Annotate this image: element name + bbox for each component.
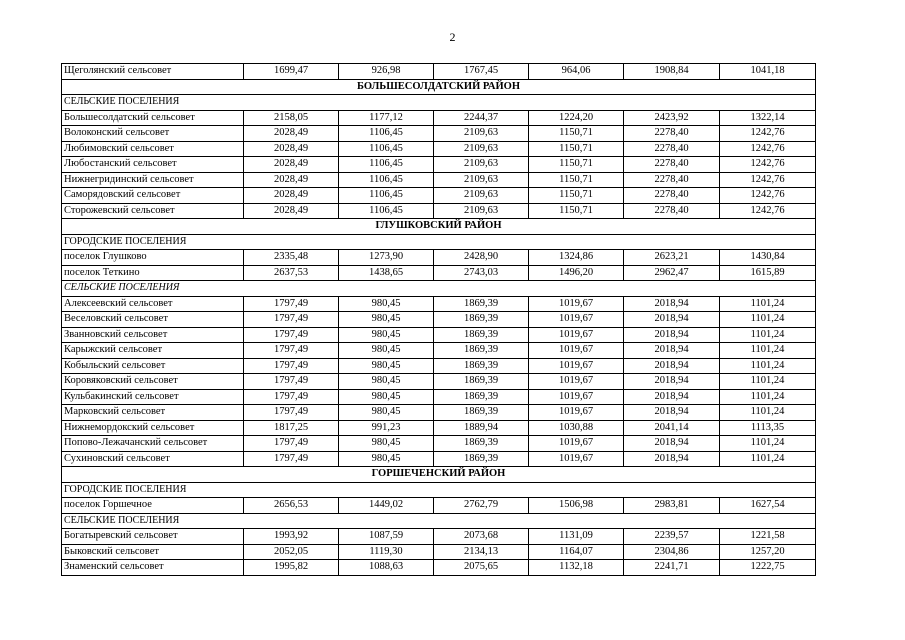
- value-cell-6: 1242,76: [720, 126, 816, 142]
- value-cell-4: 1019,67: [529, 343, 624, 359]
- value-cell-6: 1101,24: [720, 451, 816, 467]
- value-cell-1: 1797,49: [244, 296, 339, 312]
- value-cell-6: 1113,35: [720, 420, 816, 436]
- value-cell-6: 1101,24: [720, 374, 816, 390]
- value-cell-3: 2109,63: [434, 172, 529, 188]
- value-cell-2: 1449,02: [339, 498, 434, 514]
- value-cell-1: 2028,49: [244, 188, 339, 204]
- value-cell-1: 2158,05: [244, 110, 339, 126]
- value-cell-5: 2018,94: [624, 405, 720, 421]
- table-body: [62, 64, 816, 576]
- table-row: [62, 64, 816, 80]
- value-cell-4: 1019,67: [529, 451, 624, 467]
- section-header-row: [62, 95, 816, 111]
- value-cell-1: 1817,25: [244, 420, 339, 436]
- value-cell-5: 2018,94: [624, 296, 720, 312]
- value-cell-4: 1019,67: [529, 436, 624, 452]
- value-cell-1: 1797,49: [244, 389, 339, 405]
- value-cell-3: 1869,39: [434, 343, 529, 359]
- value-cell-2: 980,45: [339, 451, 434, 467]
- value-cell-2: 1273,90: [339, 250, 434, 266]
- value-cell-3: 1869,39: [434, 374, 529, 390]
- table-row: [62, 498, 816, 514]
- table-row: [62, 296, 816, 312]
- value-cell-1: 1797,49: [244, 436, 339, 452]
- settlement-name: Быковский сельсовет: [62, 544, 244, 560]
- value-cell-4: 1496,20: [529, 265, 624, 281]
- value-cell-1: 2028,49: [244, 157, 339, 173]
- section-title: ГОРОДСКИЕ ПОСЕЛЕНИЯ: [62, 234, 816, 250]
- value-cell-3: 1869,39: [434, 405, 529, 421]
- table-row: [62, 420, 816, 436]
- section-title: СЕЛЬСКИЕ ПОСЕЛЕНИЯ: [62, 281, 816, 297]
- value-cell-6: 1101,24: [720, 327, 816, 343]
- value-cell-1: 2028,49: [244, 172, 339, 188]
- settlement-name: Алексеевский сельсовет: [62, 296, 244, 312]
- value-cell-4: 1150,71: [529, 126, 624, 142]
- value-cell-3: 1869,39: [434, 451, 529, 467]
- value-cell-5: 2278,40: [624, 203, 720, 219]
- value-cell-2: 980,45: [339, 327, 434, 343]
- value-cell-6: 1242,76: [720, 188, 816, 204]
- district-title: ГОРШЕЧЕНСКИЙ РАЙОН: [62, 467, 816, 483]
- section-header-row: [62, 482, 816, 498]
- value-cell-1: 1797,49: [244, 405, 339, 421]
- value-cell-5: 2041,14: [624, 420, 720, 436]
- table-row: [62, 405, 816, 421]
- value-cell-6: 1430,84: [720, 250, 816, 266]
- district-header-row: [62, 467, 816, 483]
- section-header-row: [62, 513, 816, 529]
- value-cell-5: 2018,94: [624, 358, 720, 374]
- value-cell-1: 2028,49: [244, 141, 339, 157]
- table-row: [62, 312, 816, 328]
- value-cell-5: 2278,40: [624, 126, 720, 142]
- value-cell-5: 2278,40: [624, 157, 720, 173]
- settlement-name: Саморядовский сельсовет: [62, 188, 244, 204]
- settlement-name: Любостанский сельсовет: [62, 157, 244, 173]
- table-row: [62, 327, 816, 343]
- value-cell-5: 2018,94: [624, 451, 720, 467]
- value-cell-2: 980,45: [339, 312, 434, 328]
- value-cell-4: 1150,71: [529, 141, 624, 157]
- value-cell-1: 2335,48: [244, 250, 339, 266]
- value-cell-4: 1132,18: [529, 560, 624, 576]
- table-row: [62, 250, 816, 266]
- value-cell-2: 1106,45: [339, 141, 434, 157]
- value-cell-2: 1106,45: [339, 126, 434, 142]
- value-cell-6: 1101,24: [720, 358, 816, 374]
- value-cell-4: 1131,09: [529, 529, 624, 545]
- value-cell-6: 1242,76: [720, 141, 816, 157]
- district-header-row: [62, 79, 816, 95]
- value-cell-6: 1242,76: [720, 172, 816, 188]
- section-header-row: [62, 281, 816, 297]
- table-row: [62, 544, 816, 560]
- value-cell-6: 1101,24: [720, 296, 816, 312]
- value-cell-6: 1101,24: [720, 343, 816, 359]
- value-cell-1: 2637,53: [244, 265, 339, 281]
- value-cell-2: 980,45: [339, 343, 434, 359]
- settlement-name: Волоконский сельсовет: [62, 126, 244, 142]
- table-row: [62, 126, 816, 142]
- value-cell-5: 2304,86: [624, 544, 720, 560]
- value-cell-3: 1869,39: [434, 389, 529, 405]
- value-cell-3: 2743,03: [434, 265, 529, 281]
- value-cell-1: 1699,47: [244, 64, 339, 80]
- value-cell-6: 1222,75: [720, 560, 816, 576]
- settlement-name: Большесолдатский сельсовет: [62, 110, 244, 126]
- value-cell-6: 1221,58: [720, 529, 816, 545]
- value-cell-5: 2241,71: [624, 560, 720, 576]
- value-cell-5: 2278,40: [624, 188, 720, 204]
- value-cell-3: 2109,63: [434, 126, 529, 142]
- value-cell-4: 964,06: [529, 64, 624, 80]
- value-cell-2: 980,45: [339, 389, 434, 405]
- table-row: [62, 389, 816, 405]
- table-row: [62, 343, 816, 359]
- value-cell-1: 1993,92: [244, 529, 339, 545]
- settlement-name: Попово-Лежачанский сельсовет: [62, 436, 244, 452]
- table-row: [62, 157, 816, 173]
- settlement-name: Знаменский сельсовет: [62, 560, 244, 576]
- table-row: [62, 358, 816, 374]
- district-header-row: [62, 219, 816, 235]
- value-cell-1: 2656,53: [244, 498, 339, 514]
- settlement-name: Щеголянский сельсовет: [62, 64, 244, 80]
- value-cell-3: 1869,39: [434, 296, 529, 312]
- value-cell-2: 1088,63: [339, 560, 434, 576]
- value-cell-2: 991,23: [339, 420, 434, 436]
- value-cell-5: 2239,57: [624, 529, 720, 545]
- value-cell-3: 1869,39: [434, 312, 529, 328]
- settlement-name: Любимовский сельсовет: [62, 141, 244, 157]
- table-row: [62, 265, 816, 281]
- value-cell-3: 2428,90: [434, 250, 529, 266]
- value-cell-1: 1797,49: [244, 312, 339, 328]
- value-cell-3: 2109,63: [434, 188, 529, 204]
- value-cell-6: 1101,24: [720, 436, 816, 452]
- value-cell-1: 1797,49: [244, 374, 339, 390]
- value-cell-2: 980,45: [339, 374, 434, 390]
- value-cell-2: 980,45: [339, 405, 434, 421]
- value-cell-3: 2244,37: [434, 110, 529, 126]
- settlement-name: Кульбакинский сельсовет: [62, 389, 244, 405]
- value-cell-5: 2018,94: [624, 343, 720, 359]
- value-cell-5: 2278,40: [624, 141, 720, 157]
- value-cell-3: 1869,39: [434, 327, 529, 343]
- value-cell-3: 1869,39: [434, 358, 529, 374]
- value-cell-1: 1995,82: [244, 560, 339, 576]
- settlement-name: Нижнегридинский сельсовет: [62, 172, 244, 188]
- value-cell-3: 2075,65: [434, 560, 529, 576]
- table-row: [62, 374, 816, 390]
- settlement-name: поселок Глушково: [62, 250, 244, 266]
- settlement-name: Коровяковский сельсовет: [62, 374, 244, 390]
- settlement-name: Веселовский сельсовет: [62, 312, 244, 328]
- value-cell-4: 1019,67: [529, 312, 624, 328]
- value-cell-3: 1767,45: [434, 64, 529, 80]
- tariff-table: [61, 63, 816, 576]
- value-cell-3: 1889,94: [434, 420, 529, 436]
- table-row: [62, 529, 816, 545]
- value-cell-1: 2028,49: [244, 126, 339, 142]
- value-cell-3: 2073,68: [434, 529, 529, 545]
- value-cell-2: 1106,45: [339, 172, 434, 188]
- value-cell-2: 980,45: [339, 358, 434, 374]
- value-cell-5: 2962,47: [624, 265, 720, 281]
- value-cell-2: 1106,45: [339, 188, 434, 204]
- value-cell-4: 1150,71: [529, 172, 624, 188]
- value-cell-6: 1101,24: [720, 312, 816, 328]
- section-title: СЕЛЬСКИЕ ПОСЕЛЕНИЯ: [62, 95, 816, 111]
- district-title: БОЛЬШЕСОЛДАТСКИЙ РАЙОН: [62, 79, 816, 95]
- table-row: [62, 436, 816, 452]
- value-cell-3: 2109,63: [434, 141, 529, 157]
- value-cell-1: 1797,49: [244, 358, 339, 374]
- value-cell-2: 1438,65: [339, 265, 434, 281]
- value-cell-6: 1041,18: [720, 64, 816, 80]
- value-cell-6: 1101,24: [720, 389, 816, 405]
- value-cell-4: 1019,67: [529, 405, 624, 421]
- value-cell-6: 1627,54: [720, 498, 816, 514]
- value-cell-6: 1101,24: [720, 405, 816, 421]
- table-row: [62, 172, 816, 188]
- value-cell-2: 1106,45: [339, 157, 434, 173]
- value-cell-4: 1019,67: [529, 389, 624, 405]
- value-cell-1: 1797,49: [244, 451, 339, 467]
- settlement-name: поселок Теткино: [62, 265, 244, 281]
- settlement-name: Карыжский сельсовет: [62, 343, 244, 359]
- district-title: ГЛУШКОВСКИЙ РАЙОН: [62, 219, 816, 235]
- value-cell-5: 2278,40: [624, 172, 720, 188]
- value-cell-5: 1908,84: [624, 64, 720, 80]
- value-cell-6: 1242,76: [720, 203, 816, 219]
- value-cell-1: 1797,49: [244, 327, 339, 343]
- value-cell-4: 1324,86: [529, 250, 624, 266]
- value-cell-6: 1615,89: [720, 265, 816, 281]
- value-cell-4: 1506,98: [529, 498, 624, 514]
- value-cell-3: 2134,13: [434, 544, 529, 560]
- table-row: [62, 560, 816, 576]
- value-cell-2: 1106,45: [339, 203, 434, 219]
- value-cell-2: 1119,30: [339, 544, 434, 560]
- value-cell-2: 980,45: [339, 296, 434, 312]
- value-cell-2: 926,98: [339, 64, 434, 80]
- value-cell-4: 1019,67: [529, 327, 624, 343]
- value-cell-4: 1150,71: [529, 157, 624, 173]
- value-cell-3: 1869,39: [434, 436, 529, 452]
- value-cell-3: 2109,63: [434, 157, 529, 173]
- settlement-name: Званновский сельсовет: [62, 327, 244, 343]
- settlement-name: Кобыльский сельсовет: [62, 358, 244, 374]
- value-cell-4: 1030,88: [529, 420, 624, 436]
- settlement-name: поселок Горшечное: [62, 498, 244, 514]
- settlement-name: Сторожевский сельсовет: [62, 203, 244, 219]
- settlement-name: Богатыревский сельсовет: [62, 529, 244, 545]
- value-cell-5: 2983,81: [624, 498, 720, 514]
- value-cell-4: 1150,71: [529, 188, 624, 204]
- table-row: [62, 203, 816, 219]
- value-cell-5: 2018,94: [624, 374, 720, 390]
- value-cell-6: 1257,20: [720, 544, 816, 560]
- page-number: 2: [449, 30, 456, 44]
- value-cell-4: 1019,67: [529, 374, 624, 390]
- value-cell-5: 2018,94: [624, 312, 720, 328]
- settlement-name: Марковский сельсовет: [62, 405, 244, 421]
- section-title: СЕЛЬСКИЕ ПОСЕЛЕНИЯ: [62, 513, 816, 529]
- settlement-name: Сухиновский сельсовет: [62, 451, 244, 467]
- value-cell-2: 1087,59: [339, 529, 434, 545]
- table-row: [62, 141, 816, 157]
- value-cell-4: 1019,67: [529, 296, 624, 312]
- value-cell-3: 2109,63: [434, 203, 529, 219]
- value-cell-4: 1150,71: [529, 203, 624, 219]
- value-cell-1: 2052,05: [244, 544, 339, 560]
- table-row: [62, 110, 816, 126]
- value-cell-2: 1177,12: [339, 110, 434, 126]
- value-cell-6: 1322,14: [720, 110, 816, 126]
- value-cell-5: 2018,94: [624, 389, 720, 405]
- table-row: [62, 188, 816, 204]
- value-cell-3: 2762,79: [434, 498, 529, 514]
- table-row: [62, 451, 816, 467]
- value-cell-5: 2018,94: [624, 436, 720, 452]
- value-cell-1: 1797,49: [244, 343, 339, 359]
- value-cell-5: 2018,94: [624, 327, 720, 343]
- value-cell-2: 980,45: [339, 436, 434, 452]
- section-header-row: [62, 234, 816, 250]
- value-cell-5: 2423,92: [624, 110, 720, 126]
- value-cell-4: 1224,20: [529, 110, 624, 126]
- settlement-name: Нижнемордокский сельсовет: [62, 420, 244, 436]
- section-title: ГОРОДСКИЕ ПОСЕЛЕНИЯ: [62, 482, 816, 498]
- value-cell-4: 1019,67: [529, 358, 624, 374]
- value-cell-1: 2028,49: [244, 203, 339, 219]
- value-cell-4: 1164,07: [529, 544, 624, 560]
- value-cell-5: 2623,21: [624, 250, 720, 266]
- value-cell-6: 1242,76: [720, 157, 816, 173]
